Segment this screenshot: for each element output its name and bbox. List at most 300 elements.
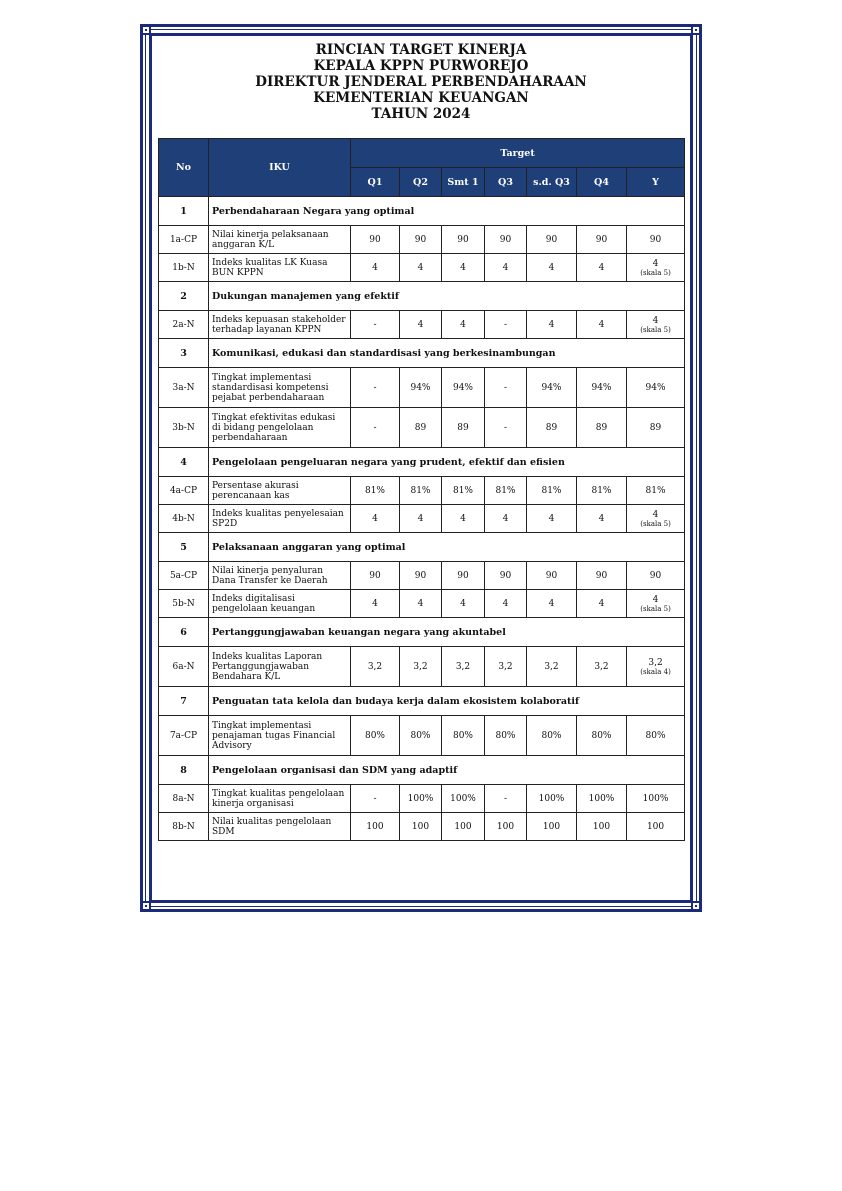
iku-description bbox=[209, 813, 351, 841]
iku-code: 6a-N bbox=[159, 647, 209, 687]
target-value: 4 bbox=[652, 594, 659, 605]
target-cell bbox=[627, 716, 685, 756]
target-value: 100 bbox=[542, 821, 561, 832]
target-cell bbox=[400, 590, 442, 618]
target-value: 81% bbox=[364, 485, 385, 496]
target-cell bbox=[442, 368, 485, 408]
target-cell bbox=[627, 311, 685, 339]
table-row bbox=[159, 785, 685, 813]
target-value: 90 bbox=[414, 570, 427, 581]
target-cell bbox=[400, 813, 442, 841]
target-value: 90 bbox=[499, 570, 512, 581]
header-y: Y bbox=[627, 168, 685, 197]
target-cell bbox=[351, 562, 400, 590]
target-value: 89 bbox=[545, 422, 558, 433]
iku-line: Nilai kinerja penyaluran bbox=[212, 565, 323, 576]
target-value: 4 bbox=[598, 262, 605, 273]
target-value: 4 bbox=[417, 319, 424, 330]
iku-line: kinerja organisasi bbox=[212, 798, 294, 809]
group-number: 2 bbox=[159, 282, 209, 311]
target-cell bbox=[627, 562, 685, 590]
table-row bbox=[159, 226, 685, 254]
target-cell bbox=[351, 647, 400, 687]
target-value: 90 bbox=[545, 234, 558, 245]
target-cell bbox=[400, 562, 442, 590]
target-value: 4 bbox=[460, 513, 466, 524]
target-value: 81% bbox=[541, 485, 562, 496]
target-value: 90 bbox=[649, 570, 662, 581]
scale-note: (skala 5) bbox=[640, 268, 671, 277]
group-number: 6 bbox=[159, 618, 209, 647]
target-value: 100 bbox=[411, 821, 430, 832]
target-cell bbox=[442, 477, 485, 505]
iku-line: BUN KPPN bbox=[212, 267, 264, 278]
title-line: RINCIAN TARGET KINERJA bbox=[315, 42, 527, 58]
target-cell bbox=[527, 716, 577, 756]
target-cell bbox=[351, 785, 400, 813]
target-value: 4 bbox=[417, 598, 424, 609]
target-value: 100% bbox=[407, 793, 434, 804]
target-value: - bbox=[373, 793, 377, 804]
target-cell bbox=[485, 590, 527, 618]
target-cell bbox=[442, 562, 485, 590]
target-cell bbox=[627, 590, 685, 618]
target-cell bbox=[485, 477, 527, 505]
target-value: 4 bbox=[598, 319, 605, 330]
target-cell bbox=[527, 368, 577, 408]
table-row bbox=[159, 716, 685, 756]
target-value: - bbox=[373, 319, 377, 330]
title-line: KEMENTERIAN KEUANGAN bbox=[313, 90, 529, 106]
table-row bbox=[159, 505, 685, 533]
target-cell bbox=[485, 505, 527, 533]
iku-line: Pertanggungjawaban bbox=[212, 661, 310, 672]
target-value: 94% bbox=[541, 382, 562, 393]
target-cell bbox=[442, 647, 485, 687]
target-cell bbox=[577, 477, 627, 505]
iku-code: 1b-N bbox=[159, 254, 209, 282]
target-value: 80% bbox=[452, 730, 473, 741]
target-value: 4 bbox=[417, 513, 424, 524]
table-row bbox=[159, 408, 685, 448]
iku-code: 3a-N bbox=[159, 368, 209, 408]
target-cell bbox=[527, 408, 577, 448]
target-cell bbox=[351, 254, 400, 282]
target-value: 100% bbox=[642, 793, 669, 804]
iku-code: 5a-CP bbox=[159, 562, 209, 590]
target-value: 4 bbox=[652, 315, 659, 326]
corner-ornament-icon bbox=[141, 901, 151, 911]
target-value: 100 bbox=[366, 821, 384, 832]
target-cell bbox=[400, 785, 442, 813]
group-number: 5 bbox=[159, 533, 209, 562]
iku-code: 3b-N bbox=[159, 408, 209, 448]
header-q4: Q4 bbox=[577, 168, 627, 197]
target-cell bbox=[485, 408, 527, 448]
target-value: 80% bbox=[364, 730, 385, 741]
target-cell bbox=[485, 813, 527, 841]
target-value: 4 bbox=[460, 262, 466, 273]
target-value: 89 bbox=[414, 422, 427, 433]
iku-description bbox=[209, 590, 351, 618]
iku-description bbox=[209, 477, 351, 505]
target-value: 81% bbox=[591, 485, 612, 496]
corner-ornament-icon bbox=[691, 901, 701, 911]
iku-code: 2a-N bbox=[159, 311, 209, 339]
table-row bbox=[159, 647, 685, 687]
iku-line: perbendaharaan bbox=[212, 432, 288, 443]
target-cell bbox=[351, 226, 400, 254]
target-value: 100 bbox=[496, 821, 515, 832]
iku-line: Indeks digitalisasi bbox=[212, 593, 295, 604]
target-cell bbox=[577, 785, 627, 813]
group-row bbox=[159, 687, 685, 716]
title-line: TAHUN 2024 bbox=[371, 106, 471, 122]
target-value: 81% bbox=[452, 485, 473, 496]
target-value: - bbox=[503, 382, 508, 393]
group-title: Pengelolaan pengeluaran negara yang prudent, efektif dan efisien bbox=[209, 448, 685, 477]
target-cell bbox=[351, 477, 400, 505]
target-cell bbox=[485, 226, 527, 254]
iku-code: 5b-N bbox=[159, 590, 209, 618]
iku-line: Nilai kinerja pelaksanaan bbox=[212, 229, 329, 240]
iku-line: Tingkat kualitas pengelolaan bbox=[212, 788, 345, 799]
target-value: 4 bbox=[372, 262, 378, 273]
iku-description bbox=[209, 562, 351, 590]
iku-line: terhadap layanan KPPN bbox=[212, 324, 322, 335]
target-cell bbox=[400, 477, 442, 505]
target-cell bbox=[351, 311, 400, 339]
iku-line: Indeks kualitas LK Kuasa bbox=[212, 257, 328, 268]
iku-code: 8b-N bbox=[159, 813, 209, 841]
target-value: 89 bbox=[649, 422, 662, 433]
group-row bbox=[159, 282, 685, 311]
target-cell bbox=[527, 785, 577, 813]
group-row bbox=[159, 533, 685, 562]
target-cell bbox=[627, 477, 685, 505]
iku-line: SDM bbox=[212, 826, 235, 837]
target-cell bbox=[485, 716, 527, 756]
target-value: 94% bbox=[410, 382, 431, 393]
target-cell bbox=[527, 311, 577, 339]
target-value: 3,2 bbox=[544, 661, 559, 672]
target-cell bbox=[627, 647, 685, 687]
target-cell bbox=[351, 408, 400, 448]
iku-line: Indeks kualitas Laporan bbox=[212, 651, 323, 662]
iku-line: pengelolaan keuangan bbox=[212, 603, 316, 614]
table-row bbox=[159, 813, 685, 841]
target-cell bbox=[351, 716, 400, 756]
target-value: 100% bbox=[538, 793, 565, 804]
iku-description bbox=[209, 408, 351, 448]
iku-description bbox=[209, 311, 351, 339]
group-title: Pelaksanaan anggaran yang optimal bbox=[209, 533, 685, 562]
group-number: 8 bbox=[159, 756, 209, 785]
table-body bbox=[159, 197, 685, 841]
group-number: 4 bbox=[159, 448, 209, 477]
scale-note: (skala 5) bbox=[640, 604, 671, 613]
target-value: 4 bbox=[548, 262, 555, 273]
target-value: 81% bbox=[645, 485, 666, 496]
target-cell bbox=[627, 505, 685, 533]
header-sd-q3: s.d. Q3 bbox=[527, 168, 577, 197]
target-value: 94% bbox=[452, 382, 473, 393]
target-cell bbox=[627, 368, 685, 408]
target-value: 80% bbox=[541, 730, 562, 741]
table-row bbox=[159, 590, 685, 618]
target-cell bbox=[527, 226, 577, 254]
iku-line: SP2D bbox=[212, 518, 238, 529]
iku-code: 4b-N bbox=[159, 505, 209, 533]
target-value: 4 bbox=[652, 509, 659, 520]
iku-code: 7a-CP bbox=[159, 716, 209, 756]
target-value: 90 bbox=[595, 234, 608, 245]
target-cell bbox=[527, 254, 577, 282]
target-cell bbox=[627, 813, 685, 841]
iku-line: Persentase akurasi bbox=[212, 480, 299, 491]
scale-note: (skala 4) bbox=[640, 667, 671, 676]
target-cell bbox=[400, 226, 442, 254]
header-q3: Q3 bbox=[485, 168, 527, 197]
iku-line: Tingkat implementasi bbox=[212, 720, 312, 731]
target-value: 4 bbox=[598, 513, 605, 524]
target-cell bbox=[442, 716, 485, 756]
table-row bbox=[159, 477, 685, 505]
table-row bbox=[159, 368, 685, 408]
group-number: 3 bbox=[159, 339, 209, 368]
title-line: KEPALA KPPN PURWOREJO bbox=[313, 58, 529, 74]
iku-line: Tingkat efektivitas edukasi bbox=[212, 412, 336, 423]
target-cell bbox=[351, 505, 400, 533]
target-value: - bbox=[503, 793, 508, 804]
target-value: 100% bbox=[450, 793, 476, 804]
iku-line: pejabat perbendaharaan bbox=[212, 392, 325, 403]
target-value: 4 bbox=[502, 513, 509, 524]
iku-code: 8a-N bbox=[159, 785, 209, 813]
target-value: 80% bbox=[495, 730, 516, 741]
iku-description bbox=[209, 254, 351, 282]
target-cell bbox=[400, 647, 442, 687]
target-cell bbox=[442, 408, 485, 448]
group-title: Pengelolaan organisasi dan SDM yang adaptif bbox=[209, 756, 685, 785]
target-value: 90 bbox=[457, 570, 469, 581]
target-value: 100 bbox=[454, 821, 472, 832]
target-value: 4 bbox=[598, 598, 605, 609]
iku-line: anggaran K/L bbox=[212, 239, 275, 250]
scale-note: (skala 5) bbox=[640, 325, 671, 334]
iku-line: Advisory bbox=[212, 740, 252, 751]
target-cell bbox=[442, 813, 485, 841]
iku-line: Indeks kepuasan stakeholder bbox=[212, 314, 346, 325]
target-value: 4 bbox=[372, 598, 378, 609]
target-value: 80% bbox=[645, 730, 666, 741]
target-cell bbox=[442, 311, 485, 339]
target-cell bbox=[627, 785, 685, 813]
target-cell bbox=[577, 311, 627, 339]
target-cell bbox=[527, 505, 577, 533]
target-value: 90 bbox=[595, 570, 608, 581]
target-cell bbox=[400, 254, 442, 282]
target-cell bbox=[577, 562, 627, 590]
target-value: 4 bbox=[652, 258, 659, 269]
target-cell bbox=[577, 408, 627, 448]
group-row bbox=[159, 618, 685, 647]
target-cell bbox=[400, 505, 442, 533]
iku-line: Nilai kualitas pengelolaan bbox=[212, 816, 332, 827]
target-cell bbox=[577, 813, 627, 841]
target-value: 3,2 bbox=[648, 657, 663, 668]
target-value: 3,2 bbox=[594, 661, 609, 672]
target-value: 80% bbox=[591, 730, 612, 741]
target-value: 90 bbox=[499, 234, 512, 245]
target-cell bbox=[351, 813, 400, 841]
iku-description bbox=[209, 505, 351, 533]
target-cell bbox=[485, 562, 527, 590]
target-value: 3,2 bbox=[455, 661, 471, 672]
target-cell bbox=[442, 785, 485, 813]
target-cell bbox=[351, 368, 400, 408]
iku-line: Dana Transfer ke Daerah bbox=[212, 575, 328, 586]
group-row bbox=[159, 197, 685, 226]
header-iku: IKU bbox=[209, 139, 351, 197]
iku-description bbox=[209, 368, 351, 408]
target-cell bbox=[527, 477, 577, 505]
target-cell bbox=[400, 311, 442, 339]
iku-line: standardisasi kompetensi bbox=[212, 382, 329, 393]
group-title: Komunikasi, edukasi dan standardisasi yang berkesinambungan bbox=[209, 339, 685, 368]
target-value: 94% bbox=[645, 382, 666, 393]
document-title bbox=[158, 42, 684, 122]
target-cell bbox=[442, 590, 485, 618]
group-row bbox=[159, 339, 685, 368]
table-row bbox=[159, 311, 685, 339]
scale-note: (skala 5) bbox=[640, 519, 671, 528]
group-row bbox=[159, 448, 685, 477]
target-value: 3,2 bbox=[367, 661, 383, 672]
target-cell bbox=[527, 590, 577, 618]
iku-line: Indeks kualitas penyelesaian bbox=[212, 508, 344, 519]
target-value: 90 bbox=[545, 570, 558, 581]
target-cell bbox=[442, 254, 485, 282]
target-cell bbox=[442, 226, 485, 254]
target-value: 100 bbox=[592, 821, 611, 832]
header-smt1: Smt 1 bbox=[442, 168, 485, 197]
group-title: Dukungan manajemen yang efektif bbox=[209, 282, 685, 311]
target-value: 89 bbox=[595, 422, 608, 433]
iku-code: 4a-CP bbox=[159, 477, 209, 505]
header-no: No bbox=[159, 139, 209, 197]
target-cell bbox=[485, 254, 527, 282]
header-q1: Q1 bbox=[351, 168, 400, 197]
target-value: 4 bbox=[417, 262, 424, 273]
target-cell bbox=[577, 368, 627, 408]
target-value: 4 bbox=[502, 262, 509, 273]
target-cell bbox=[527, 647, 577, 687]
target-value: 4 bbox=[372, 513, 378, 524]
target-cell bbox=[400, 408, 442, 448]
group-title: Perbendaharaan Negara yang optimal bbox=[209, 197, 685, 226]
title-line: DIREKTUR JENDERAL PERBENDAHARAAN bbox=[255, 74, 587, 90]
target-value: 90 bbox=[369, 570, 381, 581]
target-kinerja-table bbox=[158, 138, 685, 841]
iku-line: Bendahara K/L bbox=[212, 671, 281, 682]
table-row bbox=[159, 562, 685, 590]
target-cell bbox=[527, 562, 577, 590]
iku-description bbox=[209, 716, 351, 756]
iku-description bbox=[209, 226, 351, 254]
target-value: - bbox=[373, 422, 377, 433]
iku-code: 1a-CP bbox=[159, 226, 209, 254]
target-value: 4 bbox=[548, 513, 555, 524]
target-cell bbox=[627, 408, 685, 448]
target-value: 90 bbox=[649, 234, 662, 245]
header-q2: Q2 bbox=[400, 168, 442, 197]
corner-ornament-icon bbox=[141, 25, 151, 35]
iku-line: Tingkat implementasi bbox=[212, 372, 312, 383]
target-value: 90 bbox=[414, 234, 427, 245]
table-row bbox=[159, 254, 685, 282]
target-value: - bbox=[373, 382, 377, 393]
target-cell bbox=[577, 226, 627, 254]
target-cell bbox=[442, 505, 485, 533]
target-value: 100% bbox=[588, 793, 615, 804]
target-cell bbox=[577, 590, 627, 618]
group-title: Pertanggungjawaban keuangan negara yang akuntabel bbox=[209, 618, 685, 647]
target-value: 90 bbox=[369, 234, 381, 245]
header-target: Target bbox=[351, 139, 685, 168]
iku-description bbox=[209, 647, 351, 687]
target-cell bbox=[577, 254, 627, 282]
target-cell bbox=[400, 368, 442, 408]
target-value: 4 bbox=[502, 598, 509, 609]
iku-line: di bidang pengelolaan bbox=[212, 422, 314, 433]
target-cell bbox=[485, 368, 527, 408]
target-value: 81% bbox=[410, 485, 431, 496]
target-cell bbox=[400, 716, 442, 756]
target-cell bbox=[627, 254, 685, 282]
target-cell bbox=[627, 226, 685, 254]
group-number: 1 bbox=[159, 197, 209, 226]
target-value: - bbox=[503, 422, 508, 433]
group-number: 7 bbox=[159, 687, 209, 716]
target-cell bbox=[485, 785, 527, 813]
target-value: 80% bbox=[410, 730, 431, 741]
target-value: 3,2 bbox=[413, 661, 428, 672]
target-value: 4 bbox=[460, 319, 466, 330]
target-cell bbox=[485, 311, 527, 339]
target-value: 89 bbox=[457, 422, 469, 433]
target-value: 100 bbox=[646, 821, 665, 832]
target-value: 90 bbox=[457, 234, 469, 245]
iku-line: penajaman tugas Financial bbox=[212, 730, 336, 741]
target-cell bbox=[527, 813, 577, 841]
target-value: 4 bbox=[460, 598, 466, 609]
target-value: 3,2 bbox=[498, 661, 513, 672]
corner-ornament-icon bbox=[691, 25, 701, 35]
target-cell bbox=[351, 590, 400, 618]
group-title: Penguatan tata kelola dan budaya kerja dalam ekosistem kolaboratif bbox=[209, 687, 685, 716]
iku-line: perencanaan kas bbox=[212, 490, 290, 501]
target-value: 4 bbox=[548, 598, 555, 609]
iku-description bbox=[209, 785, 351, 813]
target-cell bbox=[485, 647, 527, 687]
target-cell bbox=[577, 647, 627, 687]
target-cell bbox=[577, 505, 627, 533]
group-row bbox=[159, 756, 685, 785]
target-value: 4 bbox=[548, 319, 555, 330]
target-value: 81% bbox=[495, 485, 516, 496]
target-value: 94% bbox=[591, 382, 612, 393]
